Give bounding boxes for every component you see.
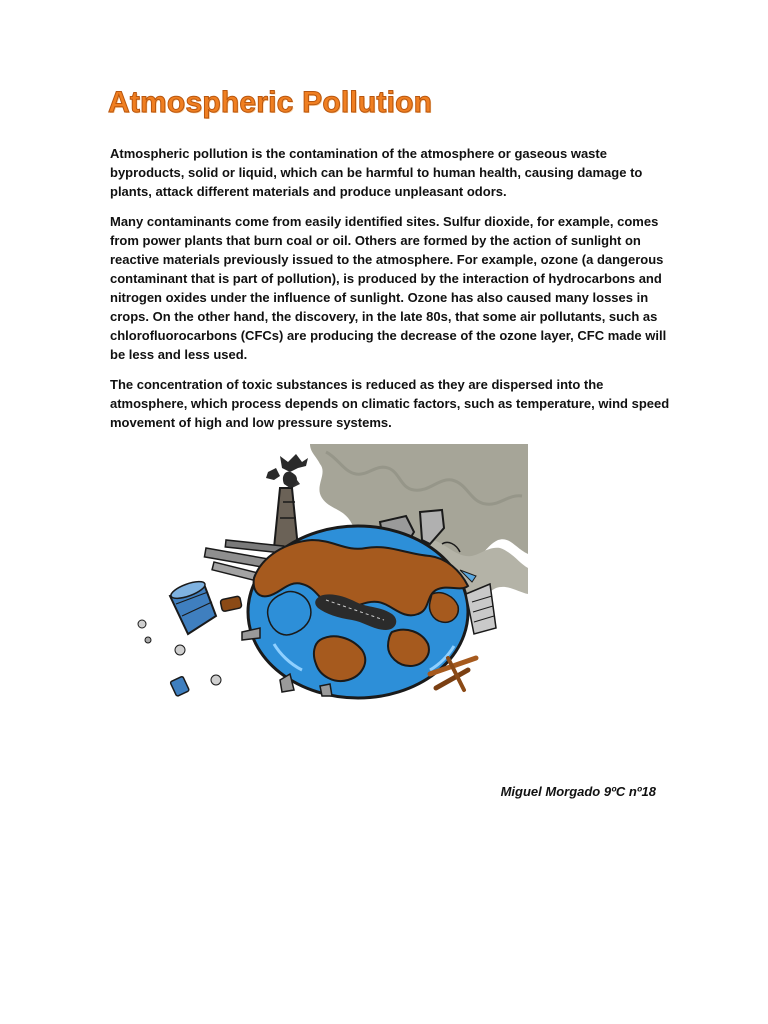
factory-chimney-left: [274, 472, 298, 548]
paragraph-contaminant-sources: Many contaminants come from easily identified sites. Sulfur dioxide, for example, comes from power plants that burn coal or oil. Others are formed by the action of sunlight on reactive materials previously issued to the atmosphere. For example, ozone (a dangerous contaminant that is part of pollution), is produced by the interaction of hydrocarbons and nitrogen oxides under the influence of sunlight. Ozone has also caused many losses in crops. On the other hand, the discovery, in the late 80s, that some air pollutants, such as chlorofluorocarbons (CFCs) are producing the decrease of the ozone layer, CFC made will be less and less used.: [110, 214, 667, 362]
polluted-earth-illustration: [130, 444, 530, 704]
paragraph-definition: Atmospheric pollution is the contamination of the atmosphere or gaseous waste byproducts, solid or liquid, which can be harmful to human health, causing damage to plants, attack different materials and produce unpleasant odors.: [110, 146, 643, 199]
page-title: Atmospheric Pollution: [108, 86, 433, 119]
paragraph-dispersion: The concentration of toxic substances is reduced as they are dispersed into the atmosphere, which process depends on climatic factors, such as temperature, wind speed movement of high and low pressure systems.: [110, 377, 670, 430]
trash-can: [138, 578, 216, 655]
barrel: [220, 596, 242, 612]
author-signature: Miguel Morgado 9ºC nº18: [500, 784, 656, 799]
discarded-can: [170, 675, 221, 697]
